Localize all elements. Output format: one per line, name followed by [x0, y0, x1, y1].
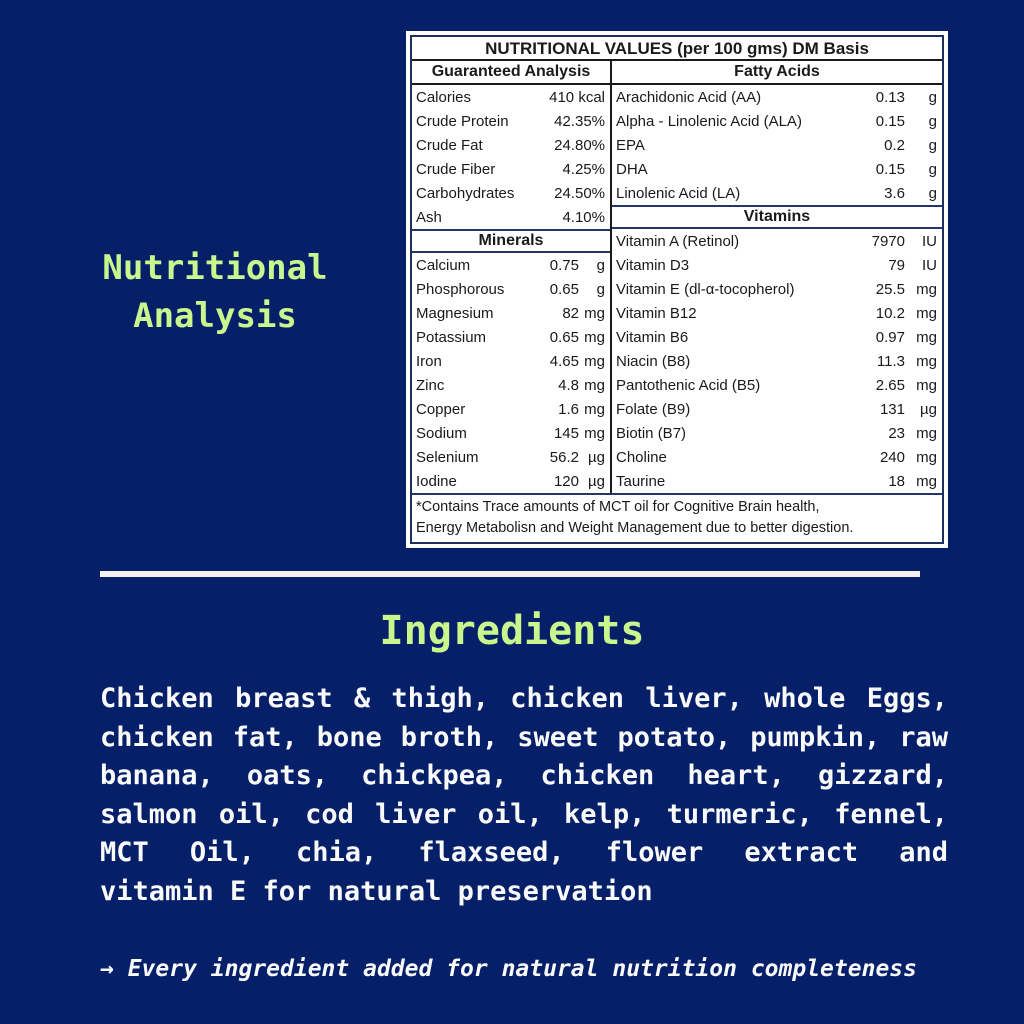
minerals-rows	[412, 253, 610, 493]
row-unit: µg	[588, 448, 605, 466]
row-label: Taurine	[616, 472, 666, 490]
row-value: 7970	[871, 232, 905, 250]
row-value: 56.2	[549, 448, 579, 466]
table-row	[412, 181, 610, 205]
section-divider	[100, 571, 920, 577]
ingredients-text-line: banana, oats, chickpea, chicken heart, gizzard,	[100, 760, 948, 791]
row-label: Linolenic Acid (LA)	[616, 184, 741, 202]
table-row	[412, 277, 610, 301]
table-row	[412, 325, 610, 349]
row-label: Magnesium	[416, 304, 494, 322]
row-value: 0.75	[549, 256, 579, 274]
row-value: 131	[879, 400, 905, 418]
row-label: Vitamin A (Retinol)	[616, 232, 740, 250]
row-unit: mg	[584, 424, 605, 442]
table-footnote	[412, 493, 942, 542]
table-row	[412, 85, 610, 109]
row-label: DHA	[616, 160, 648, 178]
row-unit: µg	[920, 400, 937, 418]
row-value: 79	[888, 256, 905, 274]
table-row	[612, 445, 942, 469]
table-row	[612, 157, 942, 181]
row-label: Vitamin D3	[616, 256, 690, 274]
ingredients-text-line: salmon oil, cod liver oil, kelp, turmeric, fennel,	[100, 798, 948, 830]
fatty-acids-header: Fatty Acids	[612, 61, 942, 85]
row-label: Calories	[416, 88, 472, 106]
table-row	[412, 109, 610, 133]
row-label: Copper	[416, 400, 466, 418]
vitamins-header: Vitamins	[612, 205, 942, 229]
row-label: Biotin (B7)	[616, 424, 687, 442]
row-unit: mg	[584, 400, 605, 418]
table-row	[612, 301, 942, 325]
table-row	[612, 109, 942, 133]
row-unit: mg	[584, 376, 605, 394]
row-value: 0.15	[875, 112, 905, 130]
row-value: 240	[879, 448, 905, 466]
row-value: 4.10%	[562, 208, 605, 226]
row-value: 4.8	[558, 376, 579, 394]
row-value: 10.2	[875, 304, 905, 322]
row-label: Carbohydrates	[416, 184, 515, 202]
table-row	[612, 349, 942, 373]
row-value: 24.50%	[554, 184, 605, 202]
row-label: Phosphorous	[416, 280, 505, 298]
row-label: Iron	[416, 352, 442, 370]
row-unit: IU	[922, 232, 937, 250]
row-unit: mg	[584, 352, 605, 370]
nutrition-table-inner	[410, 35, 944, 544]
table-row	[412, 157, 610, 181]
table-row	[612, 325, 942, 349]
row-label: EPA	[616, 136, 645, 154]
row-label: Crude Protein	[416, 112, 509, 130]
table-row	[612, 229, 942, 253]
nutrition-table-title: NUTRITIONAL VALUES (per 100 gms) DM Basis	[412, 37, 942, 61]
table-row	[612, 133, 942, 157]
row-unit: g	[596, 280, 605, 298]
row-label: Arachidonic Acid (AA)	[616, 88, 762, 106]
row-label: Folate (B9)	[616, 400, 691, 418]
row-value: 82	[562, 304, 579, 322]
row-value: 0.65	[549, 280, 579, 298]
row-label: Crude Fiber	[416, 160, 496, 178]
row-unit: g	[928, 160, 937, 178]
table-row	[612, 397, 942, 421]
row-unit: mg	[916, 352, 937, 370]
row-value: 0.13	[875, 88, 905, 106]
table-row	[412, 397, 610, 421]
nutritional-analysis-heading-line1: Nutritional	[102, 248, 328, 288]
table-row	[412, 349, 610, 373]
row-value: 24.80%	[554, 136, 605, 154]
row-label: Vitamin B12	[616, 304, 697, 322]
row-value: 25.5	[875, 280, 905, 298]
row-value: 18	[888, 472, 905, 490]
ingredients-text	[100, 680, 948, 911]
row-value: 42.35%	[554, 112, 605, 130]
table-row	[612, 181, 942, 205]
row-unit: mg	[916, 280, 937, 298]
nutritional-analysis-heading	[70, 244, 360, 340]
ingredients-heading: Ingredients	[379, 608, 645, 654]
row-unit: µg	[588, 472, 605, 490]
minerals-header: Minerals	[412, 229, 610, 253]
row-unit: mg	[916, 424, 937, 442]
ingredients-text-line: vitamin E for natural preservation	[100, 875, 653, 907]
table-row	[612, 85, 942, 109]
table-row	[412, 253, 610, 277]
table-row	[412, 205, 610, 229]
table-row	[412, 469, 610, 493]
nutrition-table-right-column	[612, 61, 942, 493]
row-unit: g	[928, 136, 937, 154]
fatty-acids-rows	[612, 85, 942, 205]
ingredients-text-line: MCT Oil, chia, flaxseed, flower extract and	[100, 837, 948, 868]
table-footnote-line2: Energy Metabolisn and Weight Management due to better digestion.	[416, 520, 854, 536]
row-unit: mg	[584, 304, 605, 322]
table-row	[412, 301, 610, 325]
row-value: 410 kcal	[549, 88, 605, 106]
row-label: Selenium	[416, 448, 479, 466]
row-unit: mg	[916, 304, 937, 322]
row-label: Vitamin E (dl-α-tocopherol)	[616, 280, 795, 298]
ingredients-text-line: chicken fat, bone broth, sweet potato, pumpkin, raw	[100, 721, 948, 753]
table-row	[612, 469, 942, 493]
table-row	[612, 373, 942, 397]
row-label: Alpha - Linolenic Acid (ALA)	[616, 112, 802, 130]
row-unit: mg	[916, 448, 937, 466]
row-unit: g	[928, 112, 937, 130]
row-unit: g	[928, 184, 937, 202]
row-value: 0.2	[884, 136, 905, 154]
row-value: 4.25%	[562, 160, 605, 178]
nutritional-analysis-heading-line2: Analysis	[133, 296, 297, 336]
row-value: 11.3	[876, 352, 905, 370]
ingredients-text-line: Chicken breast & thigh, chicken liver, whole Eggs,	[100, 683, 948, 714]
table-row	[612, 253, 942, 277]
guaranteed-analysis-rows	[412, 85, 610, 229]
row-value: 2.65	[875, 376, 905, 394]
table-footnote-line1: *Contains Trace amounts of MCT oil for Cognitive Brain health,	[416, 499, 820, 515]
row-value: 4.65	[549, 352, 579, 370]
row-label: Niacin (B8)	[616, 352, 691, 370]
vitamins-rows	[612, 229, 942, 493]
row-unit: mg	[916, 376, 937, 394]
row-label: Zinc	[416, 376, 445, 394]
row-label: Ash	[416, 208, 442, 226]
table-row	[412, 133, 610, 157]
ingredients-note: → Every ingredient added for natural nutrition completeness	[100, 956, 917, 982]
row-unit: mg	[916, 472, 937, 490]
table-row	[612, 421, 942, 445]
row-unit: IU	[922, 256, 937, 274]
row-value: 0.97	[875, 328, 905, 346]
row-label: Sodium	[416, 424, 467, 442]
nutrition-table	[406, 31, 948, 548]
row-unit: g	[596, 256, 605, 274]
row-label: Vitamin B6	[616, 328, 689, 346]
row-unit: g	[928, 88, 937, 106]
row-value: 3.6	[884, 184, 905, 202]
row-unit: mg	[916, 328, 937, 346]
nutrition-table-left-column	[412, 61, 612, 493]
row-label: Calcium	[416, 256, 471, 274]
row-value: 0.65	[549, 328, 579, 346]
row-value: 23	[888, 424, 905, 442]
table-row	[412, 373, 610, 397]
table-row	[412, 445, 610, 469]
guaranteed-analysis-header: Guaranteed Analysis	[412, 61, 610, 85]
row-label: Iodine	[416, 472, 457, 490]
row-unit: mg	[584, 328, 605, 346]
row-label: Crude Fat	[416, 136, 483, 154]
table-row	[412, 421, 610, 445]
row-value: 145	[553, 424, 579, 442]
table-row	[612, 277, 942, 301]
nutrition-table-columns	[412, 61, 942, 493]
row-value: 120	[553, 472, 579, 490]
row-value: 0.15	[875, 160, 905, 178]
row-label: Potassium	[416, 328, 487, 346]
row-value: 1.6	[558, 400, 579, 418]
row-label: Pantothenic Acid (B5)	[616, 376, 761, 394]
row-label: Choline	[616, 448, 667, 466]
